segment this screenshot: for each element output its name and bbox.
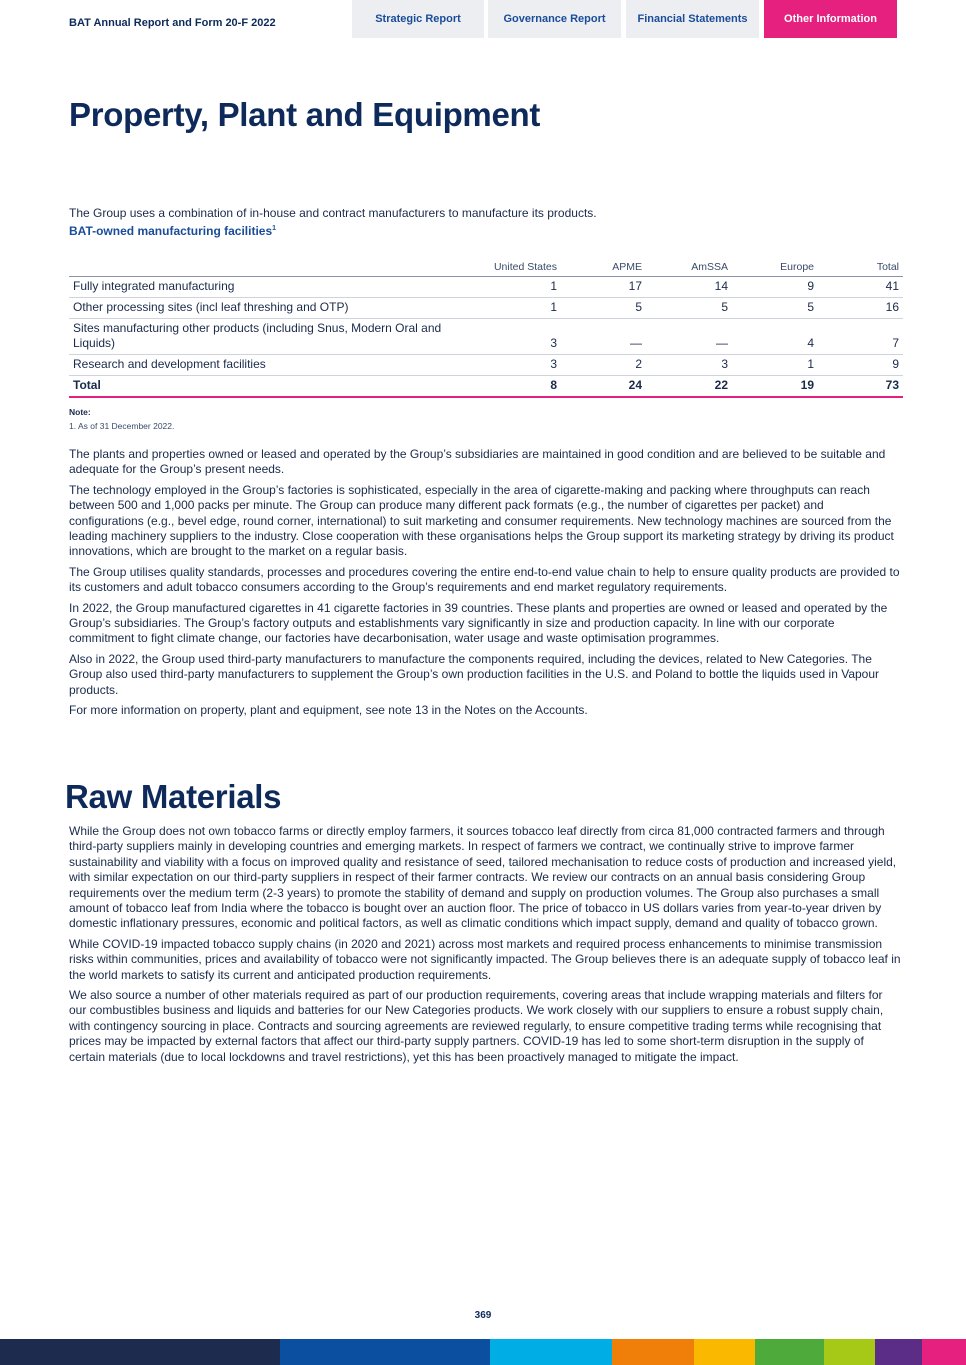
paragraph: The Group utilises quality standards, processes and procedures covering the entire end-to-end value chain to help to ensure quality products are provided to its customers and adult tobacco consumers according to the Group’s requirements and end market regulatory requirements. (69, 564, 900, 595)
tab-financial-statements[interactable]: Financial Statements (626, 0, 759, 38)
document-title: BAT Annual Report and Form 20-F 2022 (69, 17, 276, 29)
table-subheading (69, 224, 276, 238)
color-segment (875, 1339, 922, 1365)
row-label: Other processing sites (incl leaf threshing and OTP) (69, 297, 479, 318)
table-row (69, 354, 903, 375)
paragraph: While the Group does not own tobacco farms or directly employ farmers, it sources tobacco leaf directly from circa 81,000 contracted farmers and through third-party suppliers mainly in developing countries and emerging markets. In respect of farmers we contract, we continually strive to improve farmer sustainability and viability with a focus on improved quality and resistance of seed, tailored mechanisation to reduce costs of production and increased yield, with similar expectation on our third-party suppliers in respect of their farmer contracts. We review our contracts on an annual basis considering Group requirements over the medium term (2-3 years) to promote the stability of demand and supply on production volumes. The Group also purchases a small amount of tobacco leaf from India where the tobacco is bought over an auction floor. The price of tobacco in US dollars varies from year-to-year driven by domestic inflationary pressures, economic and political factors, as well as climatic conditions which impact supply, demand and quality of tobacco grown. (69, 824, 897, 931)
tab-governance-report[interactable]: Governance Report (488, 0, 621, 38)
total-total: 73 (818, 375, 903, 397)
paragraph: For more information on property, plant and equipment, see note 13 in the Notes on the Accounts. (69, 703, 588, 718)
column-header-total: Total (818, 258, 903, 276)
cell-us: 1 (479, 276, 561, 297)
section-title-raw-materials: Raw Materials (65, 778, 282, 815)
paragraph: Also in 2022, the Group used third-party manufacturers to manufacture the components required, including the devices, related to New Categories. The Group also used third-party manufacturers to supplement the Group’s own production facilities in the U.S. and Poland to bottle the liquids used in Vapour products. (69, 651, 880, 697)
paragraph: In 2022, the Group manufactured cigarettes in 41 cigarette factories in 39 countries. These plants and properties are owned or leased and operated by the Group’s subsidiaries. The Group’s factory outputs and establishments vary significantly in size and production capacity. In line with our corporate commitment to fight climate change, our factories have decarbonisation, water usage and waste optimisation programmes. (69, 600, 888, 646)
total-apme: 24 (561, 375, 646, 397)
column-header-apme: APME (561, 258, 646, 276)
cell-apme: 5 (561, 297, 646, 318)
footer-color-bar (0, 1339, 966, 1365)
table-row (69, 297, 903, 318)
color-segment (755, 1339, 824, 1365)
cell-total: 7 (818, 318, 903, 354)
table-row (69, 318, 903, 354)
subheading-text: BAT-owned manufacturing facilities (69, 224, 273, 238)
raw-materials-body-text (69, 824, 901, 1070)
row-label: Fully integrated manufacturing (69, 276, 479, 297)
cell-amssa: 3 (646, 354, 732, 375)
color-segment (280, 1339, 490, 1365)
cell-amssa: — (646, 318, 732, 354)
cell-total: 9 (818, 354, 903, 375)
cell-apme: 17 (561, 276, 646, 297)
cell-total: 41 (818, 276, 903, 297)
footnote-marker: 1 (272, 225, 277, 232)
column-header-label (69, 258, 479, 276)
paragraph: We also source a number of other materials required as part of our production requirements, covering areas that include wrapping materials and filters for our combustibles business and liquids and batteries for our New Categories products. We work closely with our suppliers to ensure a robust supply chain, with contingency sourcing in place. Contracts and sourcing agreements are reviewed regularly, to ensure competitive trading terms while recognising that prices may be impacted by external factors that affect our third-party supply partners. COVID-19 has led to some short-term disruption in the supply of certain materials (due to local lockdowns and travel restrictions), yet this has been proactively managed to mitigate the impact. (69, 988, 884, 1064)
cell-amssa: 5 (646, 297, 732, 318)
tab-other-information[interactable]: Other Information (764, 0, 897, 38)
color-segment (694, 1339, 755, 1365)
color-segment (612, 1339, 694, 1365)
intro-text: The Group uses a combination of in-house and contract manufacturers to manufacture its products. (69, 206, 597, 220)
table-row (69, 276, 903, 297)
property-body-text (69, 447, 901, 724)
paragraph: The technology employed in the Group’s factories is sophisticated, especially in the area of cigarette-making and packing where throughputs can reach between 500 and 1,000 packs per minute. The Group can produce many different pack formats (e.g., the number of cigarettes per packet) and configurations (e.g., bevel edge, round corner, international) to suit marketing and consumer requirements. New technology machines are sourced from the leading machinery suppliers to the industry. Close cooperation with these organisations helps the Group support its marketing strategy by driving its product innovations, which are brought to the market on a regular basis. (69, 482, 894, 559)
note-text: 1. As of 31 December 2022. (69, 421, 175, 431)
table-total-row (69, 375, 903, 397)
cell-apme: 2 (561, 354, 646, 375)
cell-us: 3 (479, 354, 561, 375)
column-header-europe: Europe (732, 258, 818, 276)
total-us: 8 (479, 375, 561, 397)
paragraph: The plants and properties owned or leased and operated by the Group’s subsidiaries are maintained in good condition and are believed to be suitable and adequate for the Group’s present needs. (69, 447, 886, 477)
note-heading: Note: (69, 407, 91, 417)
column-header-us: United States (479, 258, 561, 276)
cell-us: 1 (479, 297, 561, 318)
paragraph: While COVID-19 impacted tobacco supply chains (in 2020 and 2021) across most markets and required process enhancements to minimise transmission risks within communities, prices and availability of tobacco were not significantly impacted. The Group believes there is an adequate supply of tobacco leaf in the world markets to satisfy its current and anticipated production requirements. (69, 936, 901, 982)
color-segment (490, 1339, 612, 1365)
total-europe: 19 (732, 375, 818, 397)
page-number: 369 (474, 1310, 492, 1321)
column-header-amssa: AmSSA (646, 258, 732, 276)
cell-europe: 5 (732, 297, 818, 318)
facilities-table (69, 258, 903, 398)
cell-us: 3 (479, 318, 561, 354)
cell-total: 16 (818, 297, 903, 318)
tab-strategic-report[interactable]: Strategic Report (352, 0, 484, 38)
top-navigation-bar (0, 0, 966, 38)
cell-europe: 1 (732, 354, 818, 375)
color-segment (922, 1339, 966, 1365)
color-segment (0, 1339, 280, 1365)
row-label: Research and development facilities (69, 354, 479, 375)
cell-amssa: 14 (646, 276, 732, 297)
cell-europe: 4 (732, 318, 818, 354)
cell-apme: — (561, 318, 646, 354)
row-label: Sites manufacturing other products (including Snus, Modern Oral and Liquids) (69, 318, 479, 354)
cell-europe: 9 (732, 276, 818, 297)
total-label: Total (69, 375, 479, 397)
table-header-row (69, 258, 903, 276)
color-segment (824, 1339, 875, 1365)
section-title-property: Property, Plant and Equipment (69, 96, 541, 133)
total-amssa: 22 (646, 375, 732, 397)
